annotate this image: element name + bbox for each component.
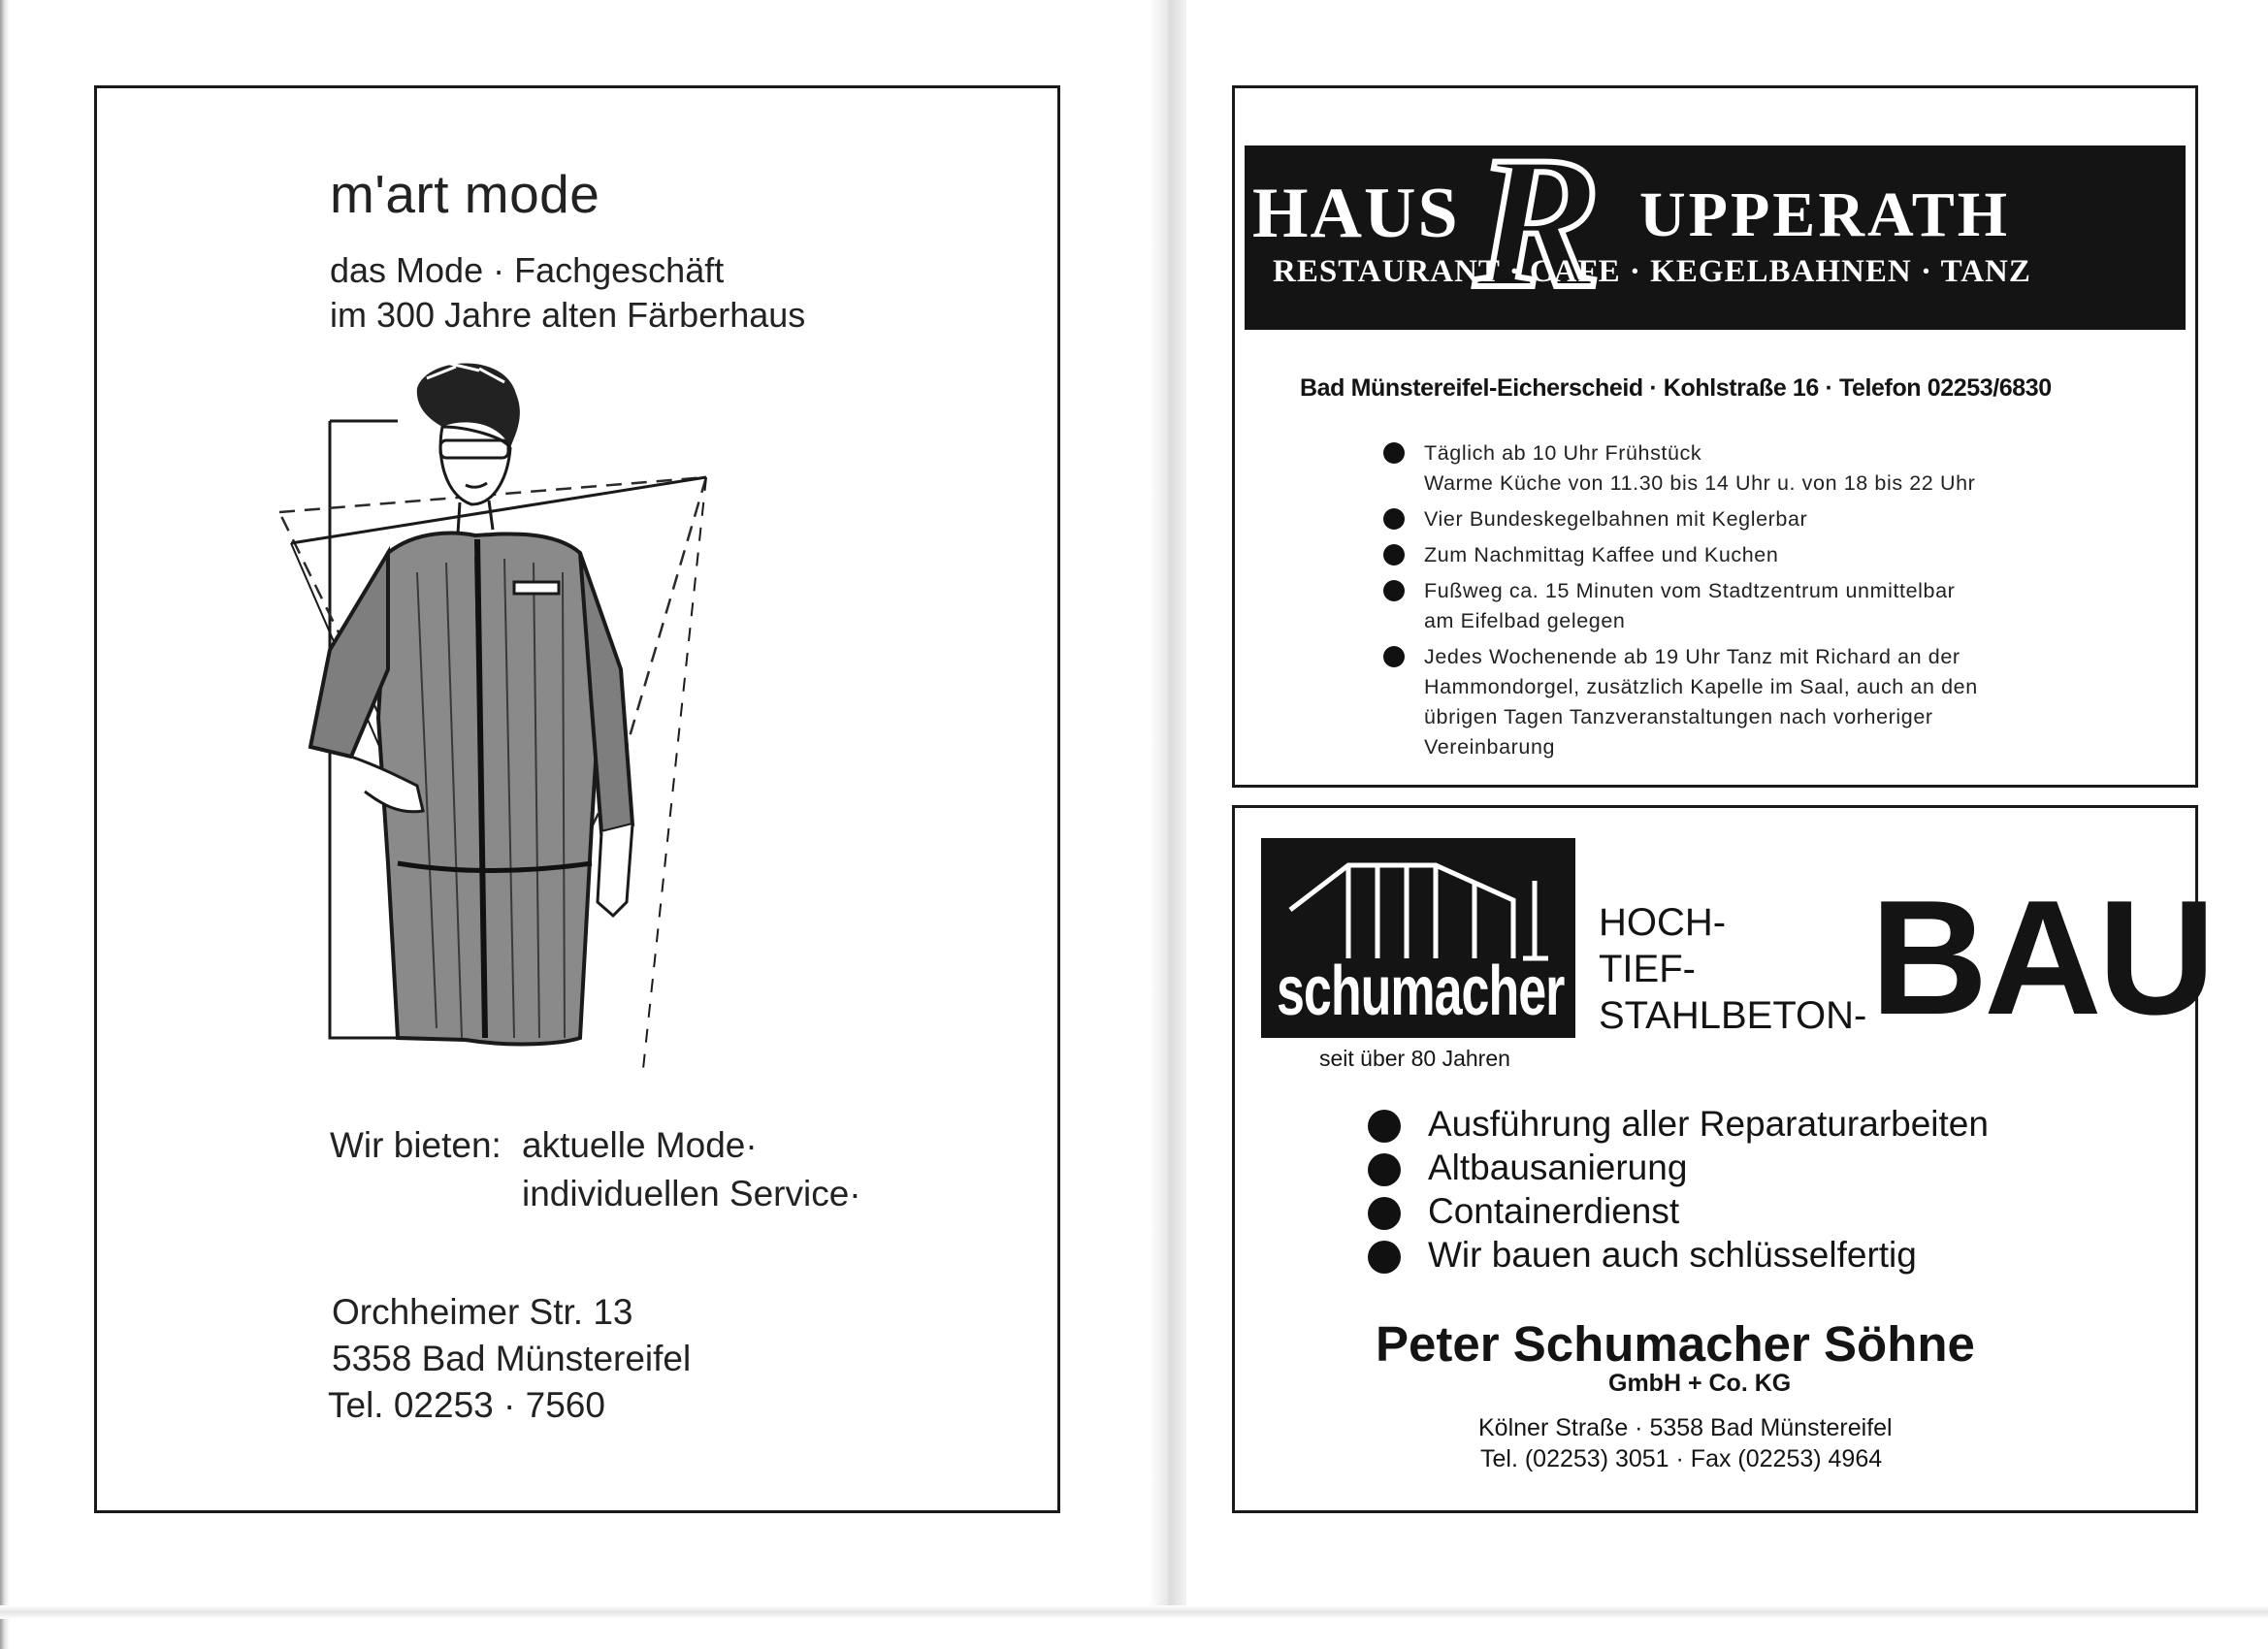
bullet-icon	[1383, 580, 1405, 601]
haus-item-5-line-3: übrigen Tagen Tanzveranstaltungen nach vorheriger	[1424, 705, 1933, 728]
company-form: GmbH + Co. KG	[1608, 1370, 1792, 1397]
bullet-icon	[1383, 544, 1405, 566]
list-item	[1368, 1189, 2144, 1233]
haus-item-5-line-4: Vereinbarung	[1424, 735, 1556, 759]
page-bottom-edge	[0, 1605, 2268, 1619]
haus-item-2-line-1: Vier Bundeskegelbahnen mit Keglerbar	[1424, 507, 1808, 531]
company-name: Peter Schumacher Söhne	[1376, 1316, 1975, 1372]
company-address: Kölner Straße · 5358 Bad Münstereifel	[1478, 1414, 1893, 1441]
mart-brand-name: m'art mode	[330, 164, 600, 224]
mart-street: Orchheimer Str. 13	[332, 1292, 633, 1332]
haus-logo-subline: RESTAURANT · CAFE · KEGELBAHNEN · TANZ	[1273, 254, 2031, 289]
haus-item-5-line-2: Hammondorgel, zusätzlich Kapelle im Saal, auch an den	[1424, 675, 1978, 698]
bullet-icon	[1383, 508, 1405, 530]
center-gutter	[1150, 0, 1186, 1610]
service-repairs: Ausführung aller Reparaturarbeiten	[1428, 1104, 1989, 1144]
schumacher-services	[1368, 1102, 2144, 1277]
bullet-icon	[1383, 646, 1405, 667]
bullet-icon	[1383, 442, 1405, 464]
haus-item-1-line-2: Warme Küche von 11.30 bis 14 Uhr u. von 18 bis 22 Uhr	[1424, 471, 1976, 495]
offer-service: individuellen Service·	[522, 1174, 861, 1213]
bullet-icon	[1368, 1241, 1401, 1274]
offer-prefix: Wir bieten:	[330, 1125, 502, 1165]
haus-logo-word-upperath: UPPERATH	[1639, 179, 2011, 250]
haus-services-list	[1383, 438, 2179, 762]
list-item	[1383, 576, 2179, 636]
service-container: Containerdienst	[1428, 1191, 1680, 1231]
service-turnkey: Wir bauen auch schlüsselfertig	[1428, 1235, 1917, 1275]
schumacher-logo-text: schumacher	[1277, 952, 1565, 1031]
list-item	[1383, 540, 2179, 570]
schumacher-logo	[1261, 838, 1575, 1038]
list-item	[1383, 642, 2179, 762]
haus-item-1-line-1: Täglich ab 10 Uhr Frühstück	[1424, 441, 1702, 465]
mart-tagline-2: im 300 Jahre alten Färberhaus	[330, 295, 806, 335]
list-item	[1383, 504, 2179, 534]
company-phone-fax: Tel. (02253) 3051 · Fax (02253) 4964	[1480, 1445, 1883, 1472]
mart-phone: Tel. 02253 · 7560	[328, 1385, 605, 1425]
bullet-icon	[1368, 1153, 1401, 1186]
haus-logo-word-haus: HAUS	[1252, 174, 1460, 253]
mart-tagline-1: das Mode · Fachgeschäft	[330, 250, 725, 290]
mart-city: 5358 Bad Münstereifel	[332, 1339, 692, 1378]
type-stahlbeton: STAHLBETON-	[1599, 994, 1867, 1037]
haus-item-3-line-1: Zum Nachmittag Kaffee und Kuchen	[1424, 543, 1779, 566]
fashion-sketch-illustration	[272, 359, 718, 1077]
list-item	[1383, 438, 2179, 499]
binding-shadow-left	[0, 0, 10, 1649]
list-item	[1368, 1102, 2144, 1146]
list-item	[1368, 1146, 2144, 1189]
haus-logo-letter-r: R	[1474, 117, 1602, 328]
bullet-icon	[1368, 1197, 1401, 1230]
bullet-icon	[1368, 1110, 1401, 1143]
offer-fashion: aktuelle Mode·	[522, 1125, 758, 1165]
type-tief: TIEF-	[1599, 948, 1696, 990]
service-renovation: Altbausanierung	[1428, 1148, 1688, 1187]
haus-address: Bad Münstereifel-Eicherscheid · Kohlstraße 16 · Telefon 02253/6830	[1300, 374, 2052, 402]
list-item	[1368, 1233, 2144, 1277]
haus-item-4-line-2: am Eifelbad gelegen	[1424, 609, 1626, 632]
haus-item-4-line-1: Fußweg ca. 15 Minuten vom Stadtzentrum unmittelbar	[1424, 579, 1956, 602]
type-hoch: HOCH-	[1599, 901, 1727, 944]
haus-item-5-line-1: Jedes Wochenende ab 19 Uhr Tanz mit Richard an der	[1424, 645, 1960, 668]
schumacher-since: seit über 80 Jahren	[1319, 1046, 1510, 1071]
bau-heading: BAU	[1870, 866, 2212, 1049]
